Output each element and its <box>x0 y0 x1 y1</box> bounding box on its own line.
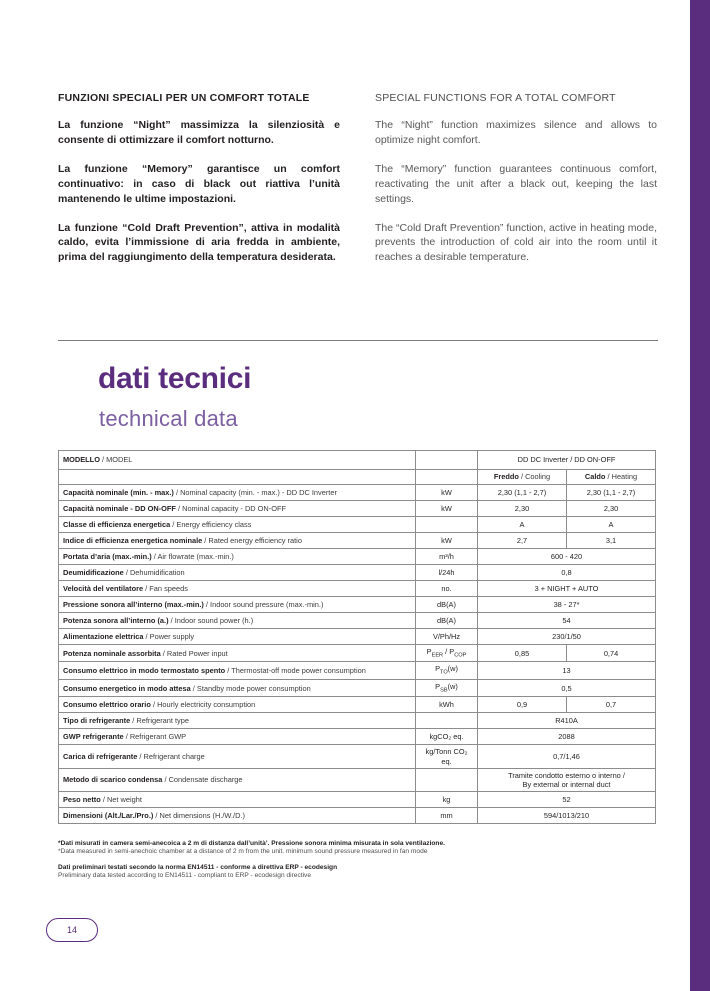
technical-data-table <box>58 450 656 824</box>
row-unit <box>416 713 478 729</box>
row-label-it: Peso netto <box>63 795 101 805</box>
row-unit <box>416 613 478 629</box>
header-mode-blank-unit <box>416 470 478 485</box>
row-unit <box>416 581 478 597</box>
row-label-it: Deumidificazione <box>63 567 124 577</box>
row-label-separator: / <box>123 567 130 577</box>
row-value-cooling: 2,30 (1,1 - 2,7) <box>478 485 567 501</box>
row-unit: $P_{TO}(w)$ <box>416 662 478 679</box>
row-label-separator: / <box>173 487 181 497</box>
row-label-en: Rated Power input <box>166 648 228 658</box>
row-label <box>59 501 416 517</box>
row-unit <box>416 533 478 549</box>
row-label-en: Hourly electricity consumption <box>157 700 256 710</box>
row-label-it: Capacità nominale - DD ON-OFF <box>63 503 176 513</box>
row-label-separator: / <box>162 775 169 785</box>
row-label-en: Fan speeds <box>149 583 188 593</box>
header-model-group: DD DC Inverter / DD ON-OFF <box>478 451 656 470</box>
row-value-both-line1: Tramite condotto esterno o interno / <box>508 770 625 780</box>
footnote-3: Dati preliminari testati secondo la norma EN14511 - conforme a direttiva ERP - ecodesign <box>58 864 338 871</box>
header-mode-cooling: Freddo / Cooling <box>478 470 567 485</box>
paragraph-night-it: La funzione “Night” massimizza la silenziosità e consente di ottimizzare il comfort notturno. <box>58 119 340 146</box>
table-row <box>59 792 656 808</box>
row-label-en: Standby mode power consumption <box>196 683 311 693</box>
row-label-separator: / <box>143 631 150 641</box>
row-label-it: Consumo elettrico in modo termostato spento <box>63 666 226 676</box>
table-row <box>59 629 656 645</box>
row-unit-text: kWh <box>439 700 454 710</box>
table-row <box>59 581 656 597</box>
row-label <box>59 581 416 597</box>
row-label <box>59 679 416 696</box>
row-unit-text: l/24h <box>438 567 455 577</box>
header-model-en: MODEL <box>106 455 133 465</box>
row-label-it: GWP refrigerante <box>63 732 124 742</box>
row-unit: $P_{SB}(w)$ <box>416 679 478 696</box>
page-number: 14 <box>67 925 78 935</box>
header-mode-heating: Caldo / Heating <box>567 470 656 485</box>
row-label-it: Metodo di scarico condensa <box>63 775 163 785</box>
row-label-separator: / <box>225 666 232 676</box>
row-label-en: Thermostat-off mode power consumption <box>231 666 366 676</box>
row-value-heating: 0,7 <box>567 697 656 713</box>
row-label-it: Potenza sonora all’interno (a.) <box>63 615 169 625</box>
row-label-en: Refrigerant GWP <box>129 732 187 742</box>
row-value-heating: 2,30 <box>567 501 656 517</box>
row-label-en: Power supply <box>149 631 195 641</box>
row-unit <box>416 768 478 792</box>
header-mode-heating-it: Caldo <box>584 472 606 482</box>
special-functions-english-column <box>375 92 657 279</box>
row-value-both: 0,8 <box>478 565 656 581</box>
row-value-both: 2088 <box>478 729 656 745</box>
section-divider <box>58 340 658 341</box>
section-title-en: technical data <box>99 406 238 431</box>
row-label-en: Refrigerant type <box>136 716 189 726</box>
row-value-heating: A <box>567 517 656 533</box>
row-unit <box>416 808 478 824</box>
row-value-both: 3 + NIGHT + AUTO <box>478 581 656 597</box>
row-label <box>59 662 416 679</box>
row-value-cooling: 0,85 <box>478 645 567 662</box>
row-label-en: Indoor sound pressure (max.-min.) <box>210 599 324 609</box>
row-label <box>59 808 416 824</box>
special-functions-heading-en: SPECIAL FUNCTIONS FOR A TOTAL COMFORT <box>375 92 616 104</box>
row-label-en: Energy efficiency class <box>176 519 252 529</box>
row-label-it: Consumo elettrico orario <box>63 700 151 710</box>
row-unit-text: kW <box>441 503 452 513</box>
table-row <box>59 645 656 662</box>
row-unit-text: kgCO₂ eq. <box>429 732 464 742</box>
row-value-both <box>478 768 656 792</box>
row-unit <box>416 565 478 581</box>
row-label-separator: / <box>175 503 183 513</box>
row-value-both-line2: By external or internal duct <box>522 780 611 790</box>
table-row <box>59 597 656 613</box>
paragraph-memory-it: La funzione “Memory” garantisce un comfort continuativo: in caso di black out riattiva l’unità mantenendo le ultime impostazioni. <box>58 162 340 205</box>
row-label-separator: / <box>123 732 130 742</box>
row-label <box>59 629 416 645</box>
table-row <box>59 517 656 533</box>
row-label-it: Capacità nominale (min. - max.) <box>63 487 174 497</box>
row-label-it: Pressione sonora all’interno (max.-min.) <box>63 599 204 609</box>
row-label-en: Rated energy efficiency ratio <box>208 535 302 545</box>
row-unit-text: kg <box>442 795 451 805</box>
row-label-separator: / <box>202 535 209 545</box>
row-label-it: Velocità del ventilatore <box>63 583 144 593</box>
table-row <box>59 679 656 696</box>
row-value-cooling: 2,30 <box>478 501 567 517</box>
row-unit <box>416 549 478 565</box>
row-label-en: Refrigerant charge <box>143 751 205 761</box>
row-label-separator: / <box>170 519 177 529</box>
row-label <box>59 549 416 565</box>
row-unit <box>416 485 478 501</box>
row-value-both: 0,5 <box>478 679 656 696</box>
table-row <box>59 533 656 549</box>
row-label-en: Dehumidification <box>129 567 185 577</box>
section-title-it: dati tecnici <box>98 362 252 395</box>
row-value-heating: 2,30 (1,1 - 2,7) <box>567 485 656 501</box>
row-value-both: 230/1/50 <box>478 629 656 645</box>
row-label <box>59 713 416 729</box>
header-unit-blank <box>416 451 478 470</box>
special-functions-italian-column <box>58 92 340 279</box>
row-label <box>59 533 416 549</box>
table-row <box>59 729 656 745</box>
table-row <box>59 485 656 501</box>
row-label-en: Condensate discharge <box>168 775 243 785</box>
table-header-model-row <box>59 451 656 470</box>
row-unit <box>416 501 478 517</box>
row-unit-text: kW <box>441 535 452 545</box>
header-mode-cooling-en: Cooling <box>525 472 551 482</box>
row-label-separator: / <box>137 751 144 761</box>
row-unit-text: kW <box>441 487 452 497</box>
row-label <box>59 729 416 745</box>
header-model-sep: / <box>99 455 107 465</box>
row-value-both: 54 <box>478 613 656 629</box>
row-value-heating: 0,74 <box>567 645 656 662</box>
row-label-it: Potenza nominale assorbita <box>63 648 161 658</box>
row-value-both: 52 <box>478 792 656 808</box>
row-label-en: Nominal capacity (min. - max.) - DD DC Inverter <box>180 487 337 497</box>
row-unit-text: dB(A) <box>437 615 456 625</box>
row-unit-text: kg/Tonn CO₂ eq. <box>425 747 468 766</box>
row-value-both: 0,7/1,46 <box>478 745 656 769</box>
row-label-separator: / <box>143 583 150 593</box>
row-label <box>59 645 416 662</box>
table-header-mode-row <box>59 470 656 485</box>
table-row <box>59 768 656 792</box>
table-row <box>59 565 656 581</box>
row-label-it: Portata d’aria (max.-min.) <box>63 551 152 561</box>
table-row <box>59 549 656 565</box>
row-value-cooling: 2,7 <box>478 533 567 549</box>
footnotes <box>58 840 658 888</box>
row-label-it: Consumo energetico in modo attesa <box>63 683 191 693</box>
row-unit <box>416 517 478 533</box>
row-label-separator: / <box>100 795 107 805</box>
row-unit-text: V/Ph/Hz <box>432 631 461 641</box>
technical-data-table-wrapper <box>58 450 655 824</box>
row-unit: $P_{EER} / P_{COP}$ <box>416 645 478 662</box>
row-unit <box>416 629 478 645</box>
row-label-it: Classe di efficienza energetica <box>63 519 171 529</box>
row-label <box>59 613 416 629</box>
row-label-separator: / <box>151 551 158 561</box>
table-row <box>59 501 656 517</box>
paragraph-memory-en: The “Memory” function guarantees continuous comfort, reactivating the unit after a black out, keeping the last settings. <box>375 162 657 205</box>
table-row <box>59 662 656 679</box>
row-label <box>59 745 416 769</box>
row-label-en: Indoor sound power (h.) <box>174 615 254 625</box>
footnote-4: Preliminary data tested according to EN14511 - compliant to ERP - ecodesign directive <box>58 872 312 879</box>
row-unit <box>416 792 478 808</box>
row-unit-text: no. <box>441 583 452 593</box>
row-label <box>59 485 416 501</box>
header-mode-heating-en: Heating <box>611 472 638 482</box>
row-unit <box>416 697 478 713</box>
row-label-separator: / <box>160 648 167 658</box>
row-unit <box>416 729 478 745</box>
row-label-it: Dimensioni (Alt./Lar./Pro.) <box>63 811 154 821</box>
row-value-heating: 3,1 <box>567 533 656 549</box>
paragraph-night-en: The “Night” function maximizes silence and allows to optimize night comfort. <box>375 119 657 146</box>
row-value-both: 38 - 27* <box>478 597 656 613</box>
table-row <box>59 745 656 769</box>
row-value-cooling: A <box>478 517 567 533</box>
row-unit-text: dB(A) <box>437 599 456 609</box>
row-unit-text: m³/h <box>439 551 454 561</box>
header-model-it: MODELLO <box>63 455 100 465</box>
row-label-it: Indice di efficienza energetica nominale <box>63 535 203 545</box>
row-value-both: R410A <box>478 713 656 729</box>
row-label <box>59 697 416 713</box>
row-label-en: Net weight <box>106 795 142 805</box>
row-label-separator: / <box>153 811 160 821</box>
row-label-it: Alimentazione elettrica <box>63 631 144 641</box>
paragraph-cold-draft-it: La funzione “Cold Draft Prevention”, attiva in modalità caldo, evita l’immissione di aria fredda in ambiente, prima del raggiungimento della temperatura desiderata. <box>58 221 340 264</box>
footnote-2: *Data measured in semi-anechoic chamber at a distance of 2 m from the unit. minimum sound pressure measured in fan mode <box>58 848 428 855</box>
page-number-badge <box>46 918 98 942</box>
row-label <box>59 517 416 533</box>
row-unit <box>416 745 478 769</box>
row-label-separator: / <box>203 599 211 609</box>
row-label-separator: / <box>150 700 158 710</box>
row-value-both: 13 <box>478 662 656 679</box>
row-label-en: Net dimensions (H./W./D.) <box>159 811 245 821</box>
row-label-it: Tipo di refrigerante <box>63 716 131 726</box>
paragraph-cold-draft-en: The “Cold Draft Prevention” function, active in heating mode, prevents the introduction of cold air into the room until it reaches a desirable temperature. <box>375 221 657 264</box>
row-label-separator: / <box>190 683 197 693</box>
table-row <box>59 697 656 713</box>
table-row <box>59 808 656 824</box>
row-value-both: 594/1013/210 <box>478 808 656 824</box>
table-row <box>59 713 656 729</box>
row-label <box>59 565 416 581</box>
header-mode-cooling-it: Freddo <box>493 472 519 482</box>
row-label-separator: / <box>130 716 137 726</box>
row-label-en: Nominal capacity - DD ON-OFF <box>182 503 287 513</box>
row-label <box>59 792 416 808</box>
special-functions-heading-it: FUNZIONI SPECIALI PER UN COMFORT TOTALE <box>58 92 310 104</box>
row-unit-text: mm <box>440 811 453 821</box>
header-mode-blank-label <box>59 470 416 485</box>
row-value-both: 600 - 420 <box>478 549 656 565</box>
table-row <box>59 613 656 629</box>
row-label-it: Carica di refrigerante <box>63 751 138 761</box>
row-label-en: Air flowrate (max.-min.) <box>157 551 234 561</box>
row-label-separator: / <box>168 615 175 625</box>
row-label <box>59 597 416 613</box>
header-model-cell <box>59 451 416 470</box>
row-value-cooling: 0,9 <box>478 697 567 713</box>
footnote-1: *Dati misurati in camera semi-anecoica a 2 m di distanza dall’unità’. Pressione sonora minima misurata in sola ventilazione. <box>58 840 445 847</box>
row-unit <box>416 597 478 613</box>
page-edge-bar-gap <box>682 0 690 991</box>
row-label <box>59 768 416 792</box>
